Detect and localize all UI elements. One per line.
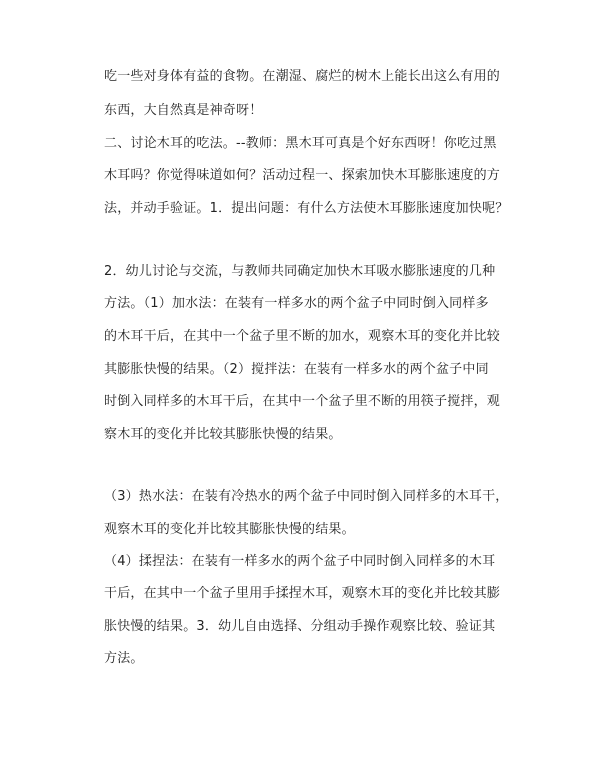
text-line: 方法。: [104, 651, 144, 666]
text-line: 法，并动手验证。1．提出问题：有什么方法使木耳膨胀速度加快呢？: [104, 201, 509, 216]
text-line: （3）热水法：在装有冷热水的两个盆子中同时倒入同样多的木耳干，: [104, 489, 509, 504]
text-line: 其膨胀快慢的结果。（2）搅拌法：在装有一样多水的两个盆子中同: [104, 362, 489, 377]
text-line: 观察木耳的变化并比较其膨胀快慢的结果。: [104, 522, 355, 537]
text-line: 木耳吗？你觉得味道如何？活动过程一、探索加快木耳膨胀速度的方: [104, 168, 501, 183]
text-line: 方法。（1）加水法：在装有一样多水的两个盆子中同时倒入同样多: [104, 296, 489, 311]
text-line: 的木耳干后，在其中一个盆子里不断的加水，观察木耳的变化并比较: [104, 329, 501, 344]
text-line: 干后，在其中一个盆子里用手揉捏木耳，观察木耳的变化并比较其膨: [104, 586, 501, 601]
text-line: 二、讨论木耳的吃法。--教师：黑木耳可真是个好东西呀！你吃过黑: [104, 136, 497, 151]
text-line: 察木耳的变化并比较其膨胀快慢的结果。: [104, 427, 342, 442]
text-line: （4）揉捏法：在装有一样多水的两个盆子中同时倒入同样多的木耳: [104, 554, 496, 569]
text-line: 胀快慢的结果。3．幼儿自由选择、分组动手操作观察比较、验证其: [104, 619, 496, 634]
text-line: 东西，大自然真是神奇呀！: [104, 103, 263, 118]
text-line: 时倒入同样多的木耳干后，在其中一个盆子里不断的用筷子搅拌，观: [104, 394, 501, 409]
text-line: 吃一些对身体有益的食物。在潮湿、腐烂的树木上能长出这么有用的: [104, 69, 501, 84]
text-line: 2．幼儿讨论与交流，与教师共同确定加快木耳吸水膨胀速度的几种: [104, 264, 496, 279]
